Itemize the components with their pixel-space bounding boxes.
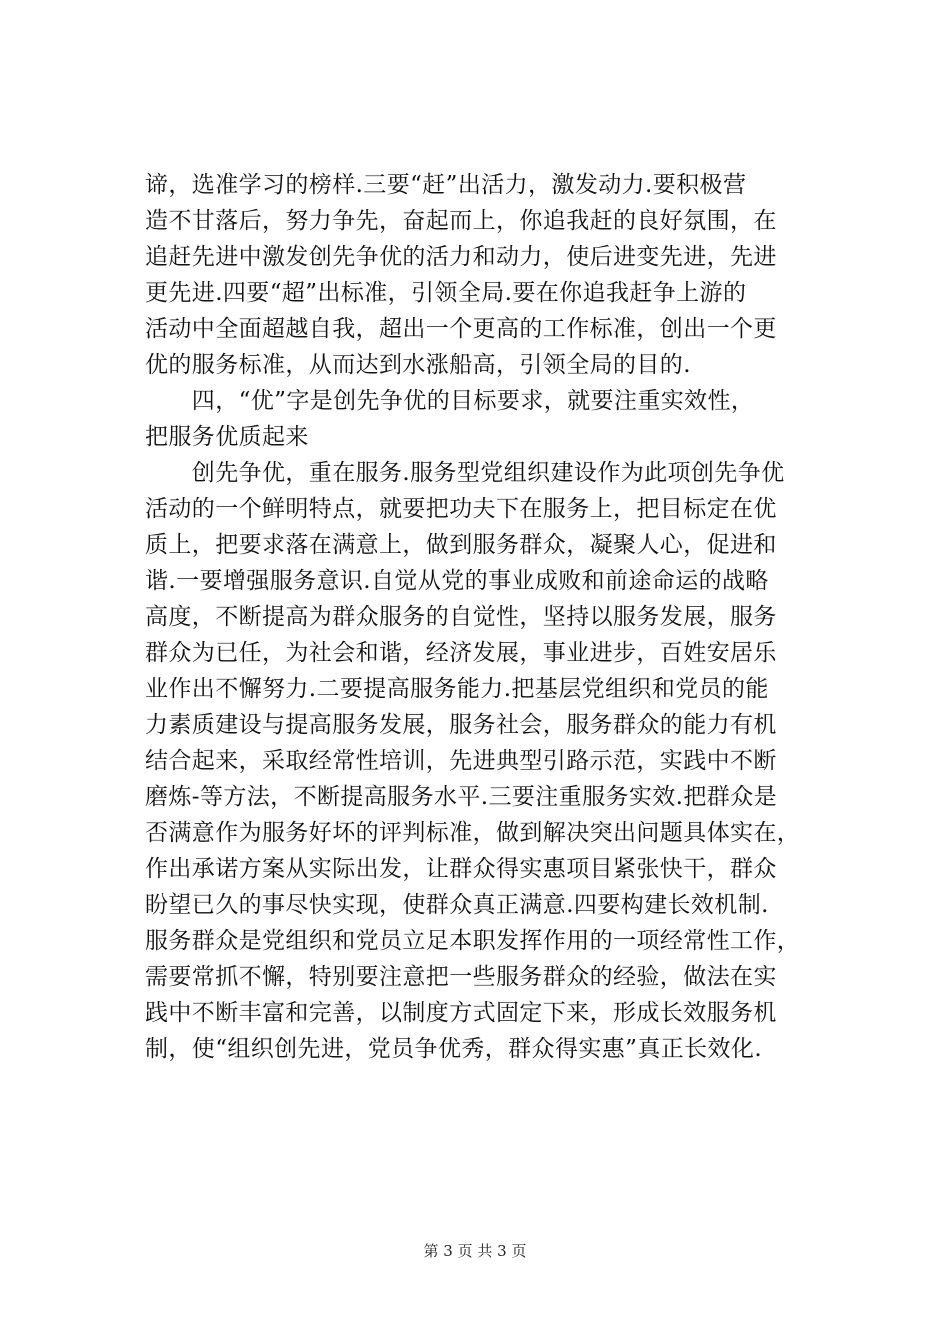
text-line: 谐.一要增强服务意识.自觉从党的事业成败和前途命运的战略	[145, 568, 769, 594]
text-line: 需要常抓不懈，特别要注意把一些服务群众的经验，做法在实	[145, 964, 777, 990]
text-line: 磨炼-等方法，不断提高服务水平.三要注重服务实效.把群众是	[145, 784, 777, 810]
text-line: 制，使“组织创先进，党员争优秀，群众得实惠”真正长效化.	[145, 1036, 763, 1062]
text-line: 优的服务标准，从而达到水涨船高，引领全局的目的.	[145, 352, 691, 378]
text-line: 创先争优，重在服务.服务型党组织建设作为此项创先争优	[145, 460, 785, 486]
text-line: 盼望已久的事尽快实现，使群众真正满意.四要构建长效机制.	[145, 892, 769, 918]
text-line: 作出承诺方案从实际出发，让群众得实惠项目紧张快干，群众	[145, 856, 777, 882]
section-heading-line: 把服务优质起来	[145, 424, 309, 450]
text-line: 质上，把要求落在满意上，做到服务群众，凝聚人心，促进和	[145, 532, 777, 558]
text-line: 高度，不断提高为群众服务的自觉性，坚持以服务发展，服务	[145, 604, 777, 630]
text-line: 践中不断丰富和完善，以制度方式固定下来，形成长效服务机	[145, 1000, 777, 1026]
section-heading-line: 四，“优”字是创先争优的目标要求，就要注重实效性，	[145, 388, 755, 414]
text-line: 否满意作为服务好坏的评判标准，做到解决突出问题具体实在，	[145, 820, 801, 846]
text-line: 服务群众是党组织和党员立足本职发挥作用的一项经常性工作，	[145, 928, 801, 954]
text-line: 谛，选准学习的榜样.三要“赶”出活力，激发动力.要积极营	[145, 172, 747, 198]
text-line: 更先进.四要“超”出标准，引领全局.要在你追我赶争上游的	[145, 280, 747, 306]
text-line: 活动的一个鲜明特点，就要把功夫下在服务上，把目标定在优	[145, 496, 777, 522]
text-line: 追赶先进中激发创先争优的活力和动力，使后进变先进，先进	[145, 244, 777, 270]
text-line: 结合起来，采取经常性培训，先进典型引路示范，实践中不断	[145, 748, 777, 774]
text-line: 力素质建设与提高服务发展，服务社会，服务群众的能力有机	[145, 712, 777, 738]
text-line: 业作出不懈努力.二要提高服务能力.把基层党组织和党员的能	[145, 676, 769, 702]
text-line: 造不甘落后，努力争先，奋起而上，你追我赶的良好氛围，在	[145, 208, 777, 234]
text-line: 群众为已任，为社会和谐，经济发展，事业进步，百姓安居乐	[145, 640, 777, 666]
text-line: 活动中全面超越自我，超出一个更高的工作标准，创出一个更	[145, 316, 777, 342]
page-footer: 第 3 页 共 3 页	[423, 1242, 527, 1260]
